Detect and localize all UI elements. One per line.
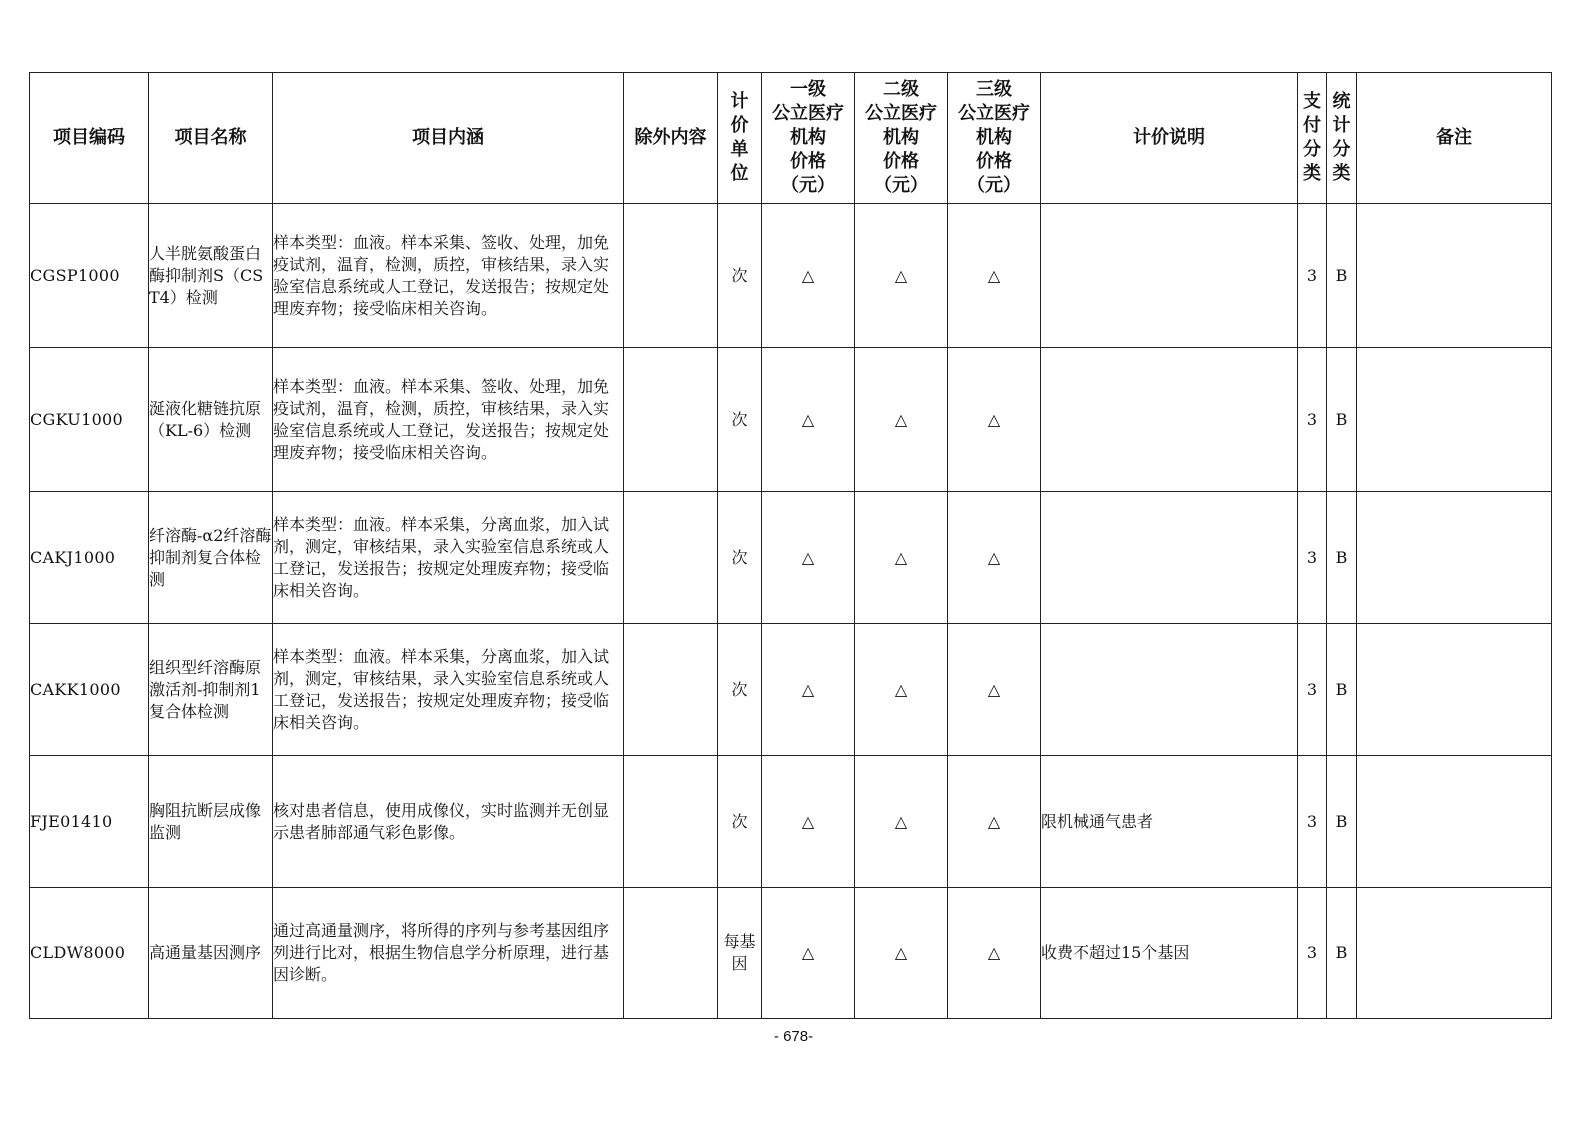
item-payment: 3 [1298,888,1327,1019]
item-exclusion [624,888,718,1019]
header-code: 项目编码 [30,73,149,204]
item-stat: B [1327,756,1357,888]
item-name: 纤溶酶-α2纤溶酶抑制剂复合体检测 [149,492,273,624]
item-content: 样本类型：血液。样本采集，分离血浆，加入试剂，测定，审核结果，录入实验室信息系统或人工登记，发送报告；按规定处理废弃物；接受临床相关咨询。 [273,492,624,624]
header-stat: 统计分类 [1327,73,1357,204]
item-stat: B [1327,348,1357,492]
item-stat: B [1327,624,1357,756]
item-stat: B [1327,888,1357,1019]
item-content: 样本类型：血液。样本采集、签收、处理，加免疫试剂，温育，检测，质控，审核结果，录入实验室信息系统或人工登记，发送报告；按规定处理废弃物；接受临床相关咨询。 [273,204,624,348]
table-row [30,204,1552,348]
item-name: 组织型纤溶酶原激活剂-抑制剂1复合体检测 [149,624,273,756]
page-number: - 678- [773,1028,814,1045]
item-exclusion [624,348,718,492]
item-remarks [1357,888,1552,1019]
item-code: CGKU1000 [30,348,149,492]
item-pricing-note: 收费不超过15个基因 [1041,888,1298,1019]
item-remarks [1357,756,1552,888]
item-code: CAKJ1000 [30,492,149,624]
item-unit: 次 [718,348,762,492]
item-stat: B [1327,492,1357,624]
item-payment: 3 [1298,492,1327,624]
item-price-level3: △ [948,204,1041,348]
header-price-level1: 一级 公立医疗 机构 价格 （元） [762,73,855,204]
item-price-level3: △ [948,624,1041,756]
header-pricing-note: 计价说明 [1041,73,1298,204]
item-price-level3: △ [948,756,1041,888]
header-name: 项目名称 [149,73,273,204]
item-code: CGSP1000 [30,204,149,348]
item-remarks [1357,624,1552,756]
header-unit: 计价单位 [718,73,762,204]
item-price-level1: △ [762,624,855,756]
item-unit: 次 [718,756,762,888]
item-payment: 3 [1298,204,1327,348]
item-code: FJE01410 [30,756,149,888]
item-price-level1: △ [762,756,855,888]
item-price-level2: △ [855,624,948,756]
item-content: 样本类型：血液。样本采集、签收、处理，加免疫试剂，温育，检测，质控，审核结果，录入实验室信息系统或人工登记，发送报告；按规定处理废弃物；接受临床相关咨询。 [273,348,624,492]
item-price-level2: △ [855,756,948,888]
header-price-level2: 二级 公立医疗 机构 价格 （元） [855,73,948,204]
item-code: CLDW8000 [30,888,149,1019]
item-price-level1: △ [762,348,855,492]
item-exclusion [624,204,718,348]
item-unit: 次 [718,624,762,756]
item-remarks [1357,204,1552,348]
table-row [30,492,1552,624]
item-content: 样本类型：血液。样本采集，分离血浆，加入试剂，测定，审核结果，录入实验室信息系统或人工登记，发送报告；按规定处理废弃物；接受临床相关咨询。 [273,624,624,756]
item-price-level2: △ [855,348,948,492]
item-price-level1: △ [762,204,855,348]
item-unit: 每基因 [718,888,762,1019]
item-code: CAKK1000 [30,624,149,756]
header-payment: 支付分类 [1298,73,1327,204]
item-remarks [1357,348,1552,492]
header-exclusion: 除外内容 [624,73,718,204]
item-price-level1: △ [762,888,855,1019]
item-payment: 3 [1298,348,1327,492]
item-exclusion [624,756,718,888]
item-price-level1: △ [762,492,855,624]
table-row [30,348,1552,492]
item-exclusion [624,624,718,756]
item-price-level3: △ [948,492,1041,624]
header-remarks: 备注 [1357,73,1552,204]
item-price-level3: △ [948,348,1041,492]
item-payment: 3 [1298,756,1327,888]
item-name: 高通量基因测序 [149,888,273,1019]
item-name: 人半胱氨酸蛋白酶抑制剂S（CST4）检测 [149,204,273,348]
item-name: 胸阻抗断层成像监测 [149,756,273,888]
header-price-level3: 三级 公立医疗 机构 价格 （元） [948,73,1041,204]
item-pricing-note [1041,348,1298,492]
table-row [30,624,1552,756]
item-pricing-note: 限机械通气患者 [1041,756,1298,888]
item-price-level3: △ [948,888,1041,1019]
item-unit: 次 [718,204,762,348]
item-name: 涎液化糖链抗原（KL-6）检测 [149,348,273,492]
item-pricing-note [1041,204,1298,348]
header-content: 项目内涵 [273,73,624,204]
item-exclusion [624,492,718,624]
header-row [30,73,1552,204]
item-pricing-note [1041,492,1298,624]
item-price-level2: △ [855,492,948,624]
item-pricing-note [1041,624,1298,756]
item-price-level2: △ [855,888,948,1019]
item-payment: 3 [1298,624,1327,756]
item-stat: B [1327,204,1357,348]
pricing-table [29,72,1552,1019]
table-row [30,756,1552,888]
item-content: 核对患者信息，使用成像仪，实时监测并无创显示患者肺部通气彩色影像。 [273,756,624,888]
table-row [30,888,1552,1019]
item-price-level2: △ [855,204,948,348]
item-content: 通过高通量测序，将所得的序列与参考基因组序列进行比对，根据生物信息学分析原理，进行基因诊断。 [273,888,624,1019]
item-unit: 次 [718,492,762,624]
item-remarks [1357,492,1552,624]
